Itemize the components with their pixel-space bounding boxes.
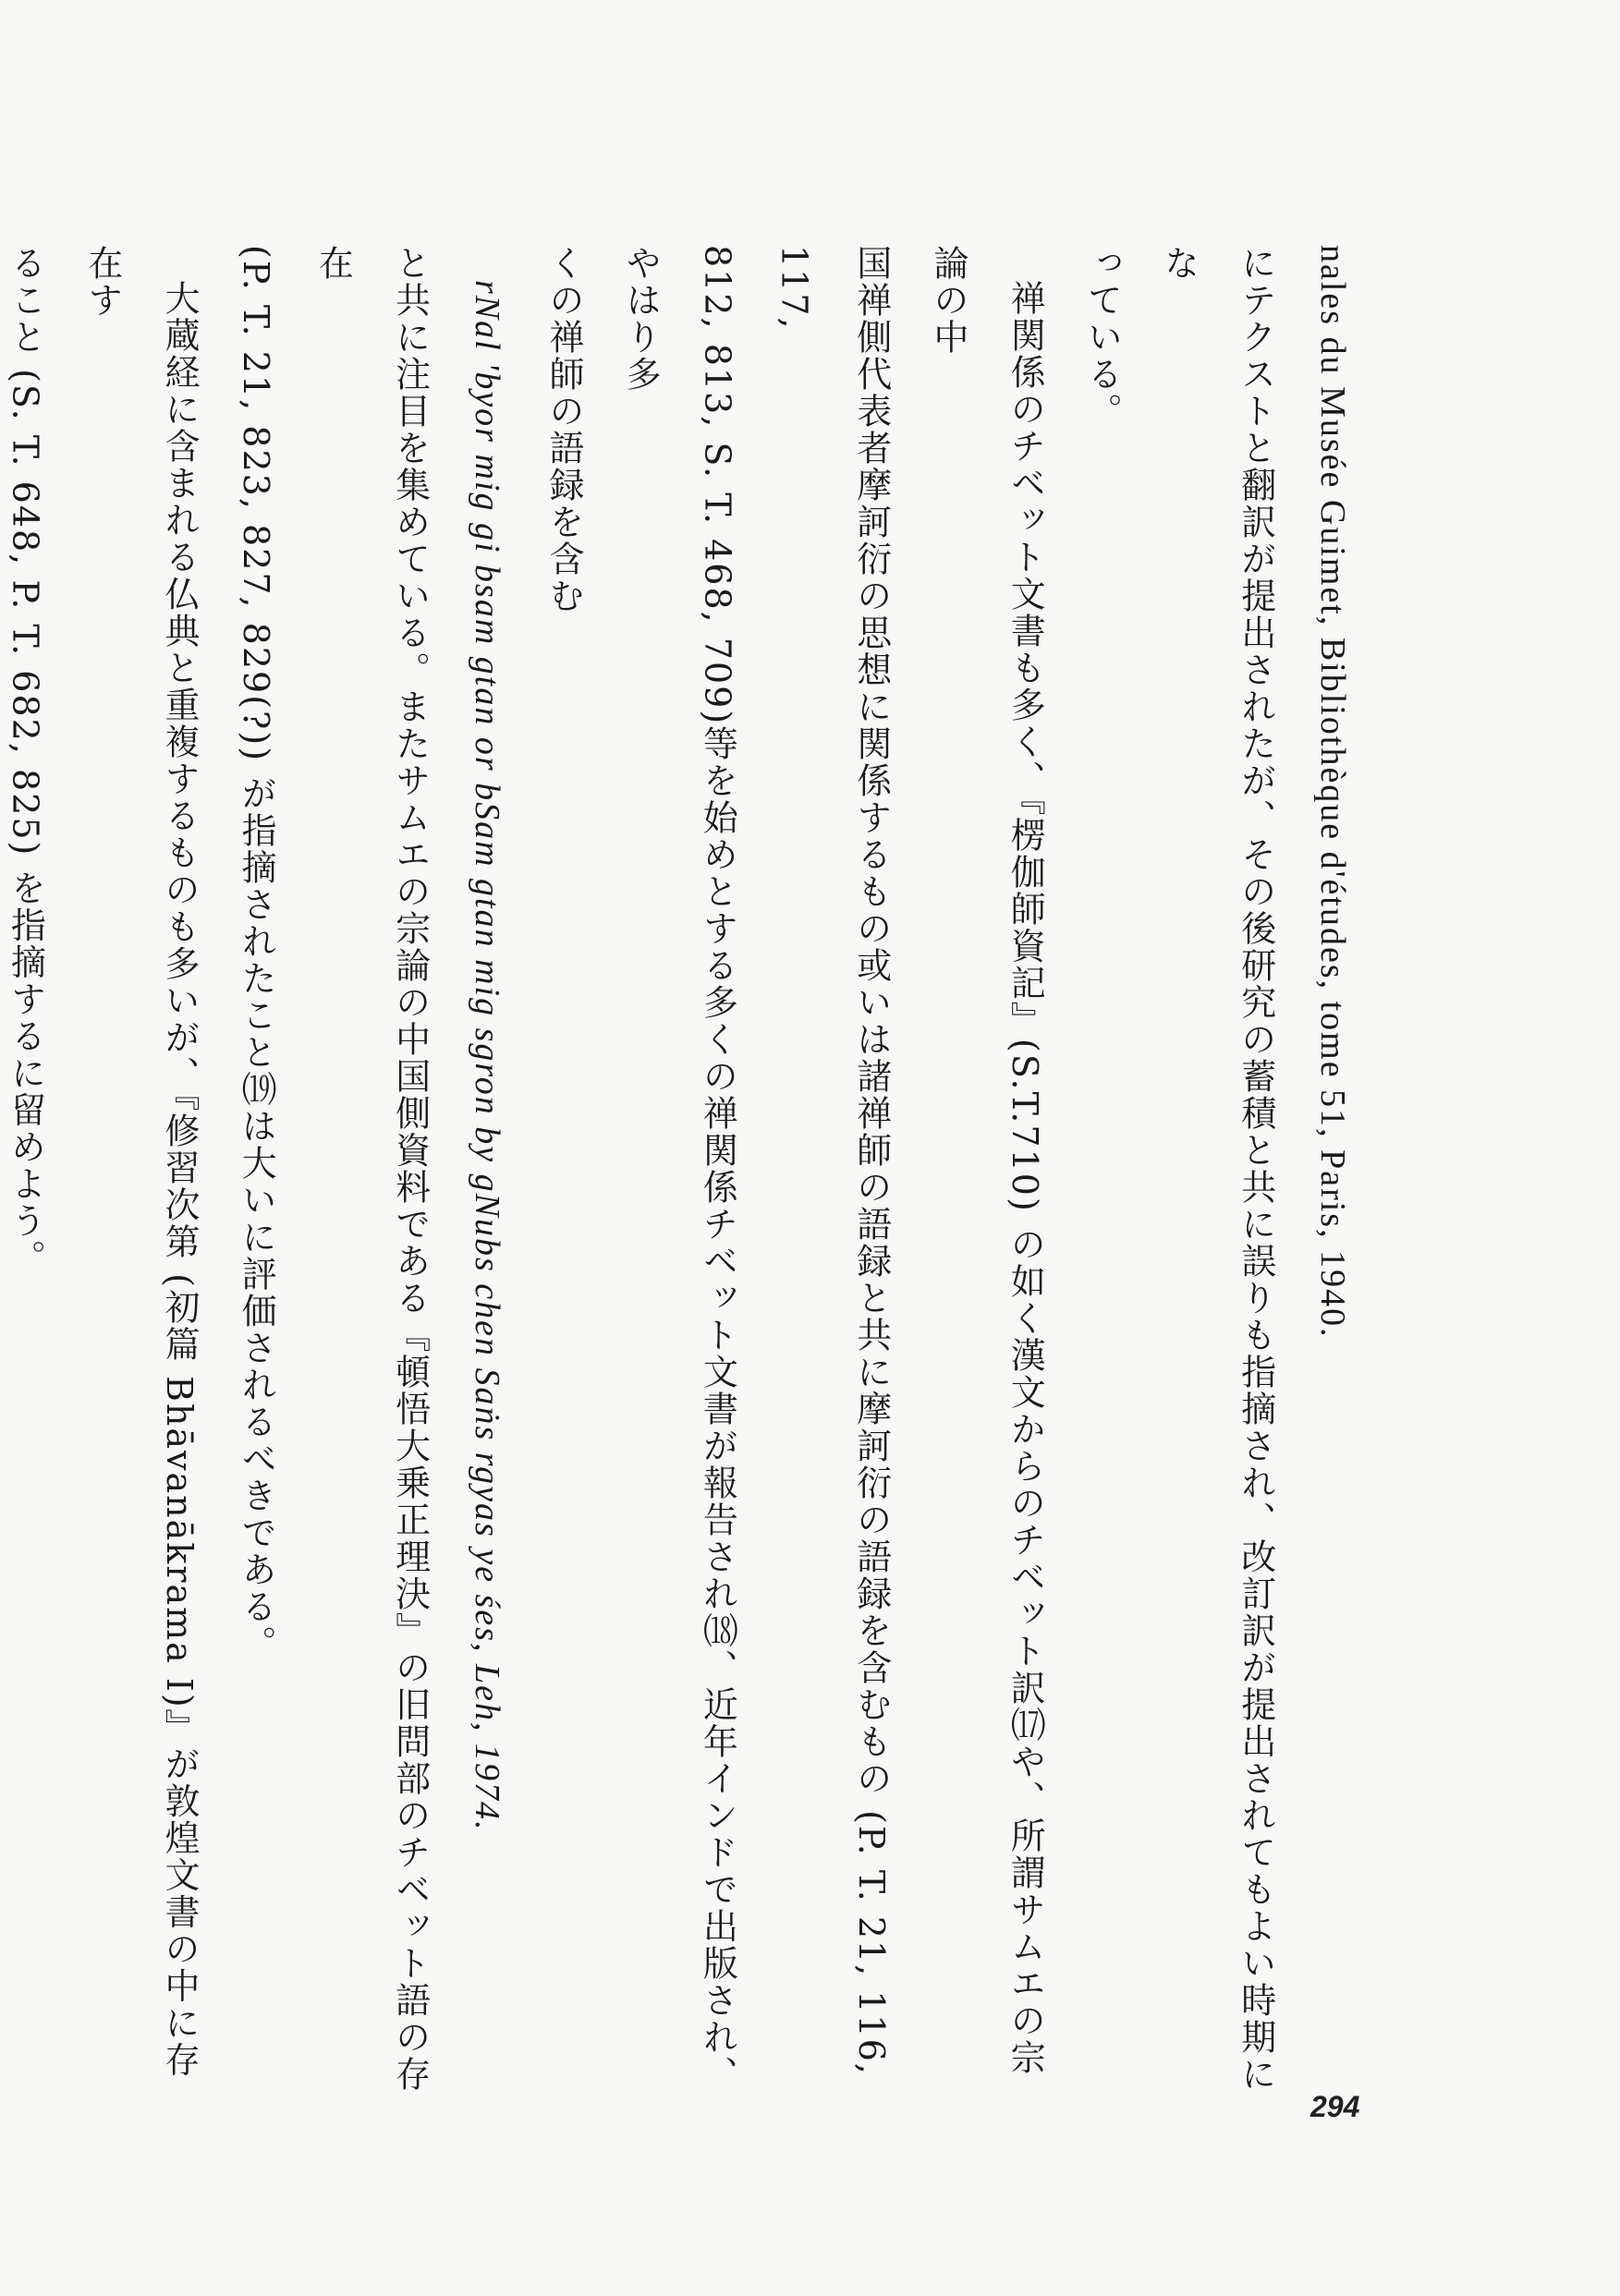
text-line: 禅関係のチベット文書も多く、『楞伽師資記』(S.T.710) の如く漢文からのチベット訳⒄や、所謂サムエの宗論の中 [927, 245, 1046, 2076]
body-text [0, 245, 1370, 2111]
text-line: ること (S. T. 648, P. T. 682, 825) を指摘するに留めよう。 [5, 245, 46, 1277]
text-line: 大蔵経に含まれる仏典と重複するものも多いが、『修習次第 (初篇 Bhāvanākrama I)』が敦煌文書の中に存在す [81, 245, 200, 2079]
text-line: nales du Musée Guimet, Bibliothèque d'études, tome 51, Paris, 1940. [1313, 245, 1352, 1339]
text-line: rNal 'byor mig gi bsam gtan or bSam gtan mig sgron by gNubs chen Saṅs rgyas ye śes, Leh, 1974. [467, 280, 506, 1832]
text-line: にテクストと翻訳が提出されたが、その後研究の蓄積と共に誤りも指摘され、改訂訳が提出されてもよい時期にな [1158, 245, 1276, 2093]
text-line: 812, 813, S. T. 468, 709)等を始めとする多くの禅関係チベット文書が報告され⒅、近年インドで出版され、やはり多 [620, 245, 738, 2094]
page-number: 294 [1310, 2090, 1360, 2123]
text-line: と共に注目を集めている。またサムエの宗論の中国側資料である『頓悟大乗正理決』の旧問部のチベット語の存在 [312, 245, 431, 2093]
text-line: (P. T. 21, 823, 827, 829(?)) が指摘されたこと⒆は大いに評価されるべきである。 [236, 245, 277, 1663]
text-line: くの禅師の語録を含む [542, 245, 584, 614]
text-line: 国禅側代表者摩訶衍の思想に関係するもの或いは諸禅師の語録と共に摩訶衍の語録を含むもの (P. T. 21, 116, 117, [773, 245, 892, 2076]
text-line: っている。 [1081, 245, 1123, 430]
